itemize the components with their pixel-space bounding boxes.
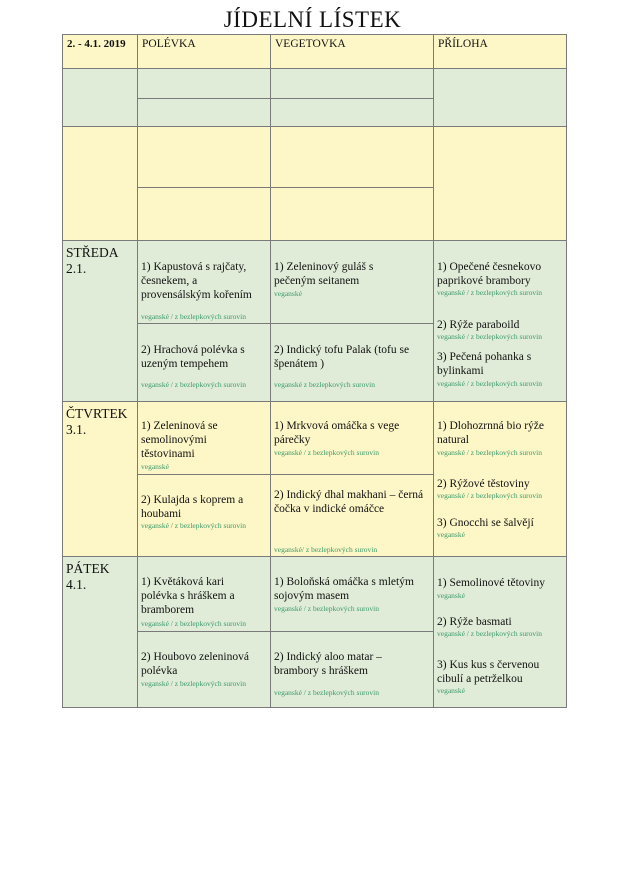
- diet-note: veganské/ z bezlepkových surovin: [274, 545, 378, 554]
- empty-cell: [270, 187, 434, 241]
- diet-note: veganské / z bezlepkových surovin: [274, 448, 379, 457]
- diet-note: veganské / z bezlepkových surovin: [141, 521, 246, 530]
- empty-day-cell: [62, 126, 138, 241]
- day-date: 3.1.: [66, 422, 87, 437]
- side-dish-item: 3) Kus kus s červenou cibulí a petrželkou: [437, 659, 540, 685]
- vegetovka-item: 2) Indický tofu Palak (tofu se špenátem ): [274, 344, 410, 370]
- soup-item: 2) Hrachová polévka s uzeným tempehem: [141, 344, 245, 370]
- day-name: STŘEDA: [66, 245, 119, 260]
- diet-note: veganské / z bezlepkových surovin: [437, 448, 542, 457]
- side-dish-item: 2) Rýže basmati: [437, 616, 512, 628]
- empty-cell: [433, 126, 567, 241]
- diet-note: veganské / z bezlepkových surovin: [274, 604, 379, 613]
- soup-item: 2) Kulajda s koprem a houbami: [141, 494, 244, 520]
- day-friday: [62, 556, 138, 708]
- day-thursday: [62, 401, 138, 557]
- soup-cell: [137, 556, 271, 632]
- vegetovka-item: 1) Zeleninový guláš s pečeným seitanem: [274, 261, 374, 287]
- empty-cell: [137, 187, 271, 241]
- soup-item: 1) Květáková kari polévka s hráškem a bramborem: [141, 576, 235, 616]
- diet-note: veganské / z bezlepkových surovin: [437, 379, 542, 388]
- diet-note: veganské z bezlepkových surovin: [274, 380, 376, 389]
- empty-cell: [270, 98, 434, 127]
- vegetovka-cell: [270, 401, 434, 475]
- diet-note: veganské / z bezlepkových surovin: [437, 491, 542, 500]
- diet-note: veganské / z bezlepkových surovin: [141, 619, 246, 628]
- vegetovka-item: 2) Indický aloo matar – brambory s hráškem: [274, 651, 382, 677]
- vegetovka-cell: [270, 474, 434, 557]
- vegetovka-cell: [270, 240, 434, 324]
- soup-cell: [137, 401, 271, 475]
- soup-item: 1) Kapustová s rajčaty, česnekem, a provensálským kořením: [141, 261, 252, 301]
- soup-cell: [137, 240, 271, 324]
- empty-day-cell: [62, 68, 138, 127]
- side-dish-item: 1) Semolinové tětoviny: [437, 577, 545, 589]
- day-date: 4.1.: [66, 577, 87, 592]
- empty-cell: [270, 126, 434, 188]
- vegetovka-cell: [270, 631, 434, 708]
- side-dish-cell: [433, 401, 567, 557]
- diet-note: veganské / z bezlepkových surovin: [141, 679, 246, 688]
- diet-note: veganské / z bezlepkových surovin: [141, 312, 246, 321]
- empty-cell: [137, 126, 271, 188]
- soup-item: 1) Zeleninová se semolinovými těstovinami: [141, 420, 218, 460]
- diet-note: veganské / z bezlepkových surovin: [437, 629, 542, 638]
- diet-note: veganské / z bezlepkových surovin: [274, 688, 379, 697]
- diet-note: veganské / z bezlepkových surovin: [437, 288, 542, 297]
- vegetovka-item: 2) Indický dhal makhani – černá čočka v indické omáčce: [274, 489, 424, 515]
- vegetovka-cell: [270, 556, 434, 632]
- diet-note: veganské / z bezlepkových surovin: [437, 332, 542, 341]
- empty-cell: [137, 68, 271, 99]
- side-dish-cell: [433, 240, 567, 402]
- side-dish-cell: [433, 556, 567, 708]
- header-soup: POLÉVKA: [137, 34, 271, 69]
- day-name: PÁTEK: [66, 561, 110, 576]
- empty-cell: [270, 68, 434, 99]
- side-dish-item: 2) Rýžové těstoviny: [437, 478, 530, 490]
- vegetovka-item: 1) Boloňská omáčka s mletým sojovým masem: [274, 576, 414, 602]
- side-dish-item: 1) Opečené česnekovo paprikové brambory: [437, 261, 542, 287]
- soup-cell: [137, 323, 271, 402]
- day-name: ČTVRTEK: [66, 406, 128, 421]
- diet-note: veganské: [141, 462, 169, 471]
- header-date-range: 2. - 4.1. 2019: [62, 34, 138, 69]
- soup-cell: [137, 474, 271, 557]
- empty-cell: [137, 98, 271, 127]
- day-date: 2.1.: [66, 261, 87, 276]
- diet-note: veganské / z bezlepkových surovin: [141, 380, 246, 389]
- header-vegetovka: VEGETOVKA: [270, 34, 434, 69]
- diet-note: veganské: [437, 530, 465, 539]
- soup-cell: [137, 631, 271, 708]
- diet-note: veganské: [274, 289, 302, 298]
- diet-note: veganské: [437, 686, 465, 695]
- header-side-dish: PŘÍLOHA: [433, 34, 567, 69]
- side-dish-item: 3) Gnocchi se šalvějí: [437, 517, 534, 529]
- soup-item: 2) Houbovo zeleninová polévka: [141, 651, 249, 677]
- menu-title: JÍDELNÍ LÍSTEK: [223, 7, 402, 32]
- side-dish-item: 1) Dlohozrnná bio rýže natural: [437, 420, 544, 446]
- day-wednesday: [62, 240, 138, 402]
- side-dish-item: 3) Pečená pohanka s bylinkami: [437, 351, 532, 377]
- vegetovka-cell: [270, 323, 434, 402]
- empty-cell: [433, 68, 567, 127]
- vegetovka-item: 1) Mrkvová omáčka s vege párečky: [274, 420, 400, 446]
- diet-note: veganské: [437, 591, 465, 600]
- side-dish-item: 2) Rýže paraboild: [437, 319, 520, 331]
